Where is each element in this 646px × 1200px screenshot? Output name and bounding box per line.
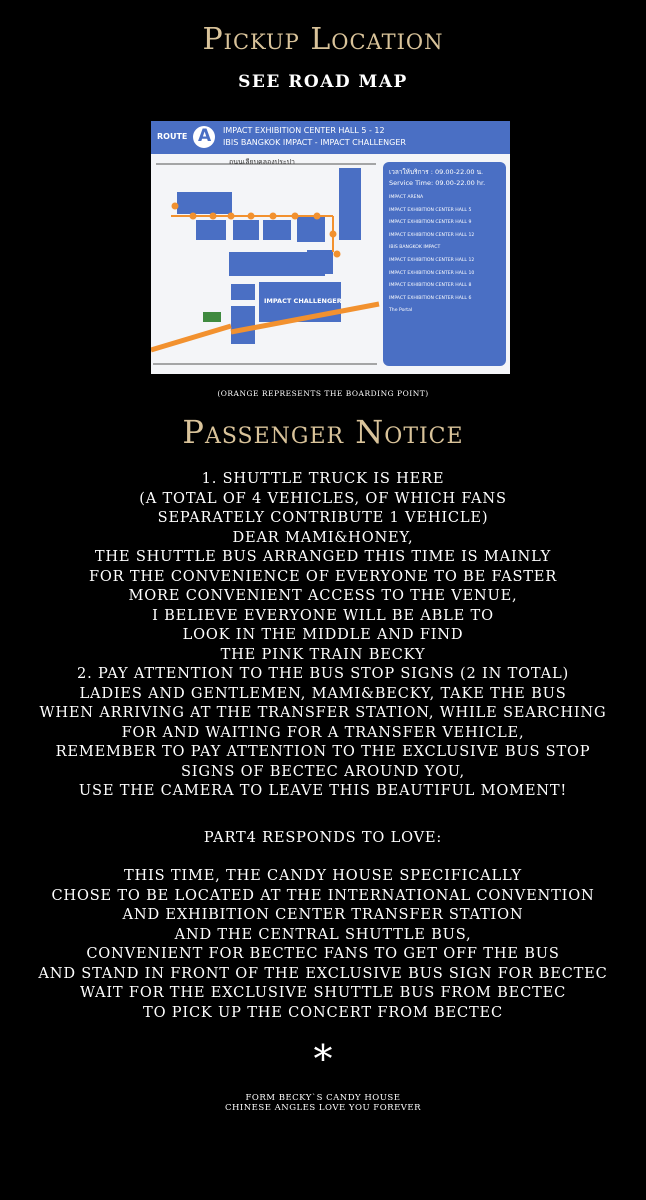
building-block <box>339 168 361 240</box>
service-time-en: Service Time: 09.00-22.00 hr. <box>389 179 486 187</box>
boarding-point <box>292 213 299 220</box>
stop-list-item: IMPACT EXHIBITION CENTER HALL 9 <box>389 220 472 226</box>
notice-line: SIGNS OF BECTEC AROUND YOU, <box>181 762 465 780</box>
building-block <box>297 216 325 242</box>
stop-list-item: The Portal <box>389 308 413 314</box>
notice-section-2 <box>0 664 646 801</box>
building-block <box>177 192 232 214</box>
stop-list-item: IMPACT EXHIBITION CENTER HALL 5 <box>389 207 472 213</box>
notice-line: WAIT FOR THE EXCLUSIVE SHUTTLE BUS FROM BECTEC <box>79 984 567 1001</box>
notice-line: THE PINK TRAIN BECKY <box>220 645 426 663</box>
notice-line: FOR AND WAITING FOR A TRANSFER VEHICLE, <box>121 723 525 741</box>
boarding-point <box>330 231 337 238</box>
stop-list-item: IMPACT ARENA <box>389 195 424 200</box>
notice-line: LOOK IN THE MIDDLE AND FIND <box>182 626 464 643</box>
novotel <box>231 284 255 300</box>
notice-line: I BELIEVE EVERYONE WILL BE ABLE TO <box>152 606 494 624</box>
notice-line: TO PICK UP THE CONCERT FROM BECTEC <box>143 1003 503 1021</box>
notice-line: DEAR MAMI&HONEY, <box>232 528 414 546</box>
passenger-notice-title: Passenger Notice <box>182 413 464 451</box>
notice-line: WHEN ARRIVING AT THE TRANSFER STATION, WHILE SEARCHING <box>39 704 607 721</box>
map-road-top-label: ถนนเลียบคลองประปา <box>229 158 295 166</box>
notice-line: CHOSE TO BE LOCATED AT THE INTERNATIONAL CONVENTION <box>51 886 595 904</box>
map-caption: (ORANGE REPRESENTS THE BOARDING POINT) <box>217 389 429 398</box>
building-block <box>263 220 291 240</box>
service-time-thai: เวลาให้บริการ : 09.00-22.00 น. <box>389 168 484 176</box>
stop-list-item: IMPACT EXHIBITION CENTER HALL 10 <box>389 270 475 276</box>
part4-heading <box>0 828 646 848</box>
map-header-line2: IBIS BANGKOK IMPACT - IMPACT CHALLENGER <box>223 138 406 147</box>
impact-forum <box>231 306 255 344</box>
venue-label: IMPACT CHALLENGER <box>264 297 342 305</box>
notice-line: AND STAND IN FRONT OF THE EXCLUSIVE BUS SIGN FOR BECTEC <box>38 964 608 982</box>
notice-line: USE THE CAMERA TO LEAVE THIS BEAUTIFUL MOMENT! <box>78 782 568 799</box>
notice-line: FOR THE CONVENIENCE OF EVERYONE TO BE FASTER <box>88 567 558 585</box>
part4-heading-text: PART4 RESPONDS TO LOVE: <box>203 829 443 846</box>
pickup-location-title: Pickup Location <box>202 22 444 57</box>
boarding-point <box>270 213 277 220</box>
boarding-point <box>334 251 341 258</box>
stop-list-item: IBIS BANGKOK IMPACT <box>389 245 441 251</box>
notice-line: AND EXHIBITION CENTER TRANSFER STATION <box>122 906 524 923</box>
notice-line: MORE CONVENIENT ACCESS TO THE VENUE, <box>128 587 518 604</box>
notice-line: CONVENIENT FOR BECTEC FANS TO GET OFF THE BUS <box>86 945 560 962</box>
footer <box>0 1093 646 1113</box>
notice-line: 1. SHUTTLE TRUCK IS HERE <box>201 470 445 487</box>
footer-line-2: CHINESE ANGLES LOVE YOU FOREVER <box>224 1103 422 1113</box>
star-ornament: * <box>313 1037 333 1081</box>
notice-line: LADIES AND GENTLEMEN, MAMI&BECKY, TAKE THE BUS <box>79 684 567 702</box>
notice-line: AND THE CENTRAL SHUTTLE BUS, <box>174 925 472 943</box>
notice-line: REMEMBER TO PAY ATTENTION TO THE EXCLUSIVE BUS STOP <box>55 743 591 760</box>
route-letter: A <box>198 126 212 146</box>
notice-section-1 <box>0 469 646 664</box>
stop-list <box>389 195 474 321</box>
notice-line: (A TOTAL OF 4 VEHICLES, OF WHICH FANS <box>139 489 507 507</box>
map-header-line1: IMPACT EXHIBITION CENTER HALL 5 - 12 <box>223 126 385 135</box>
stop-list-item: IMPACT EXHIBITION CENTER HALL 6 <box>389 295 472 301</box>
boarding-point <box>314 213 321 220</box>
boarding-point <box>210 213 217 220</box>
stop-list-item: IMPACT EXHIBITION CENTER HALL 12 <box>389 257 475 263</box>
boarding-point <box>228 213 235 220</box>
notice-line: SEPARATELY CONTRIBUTE 1 VEHICLE) <box>157 509 489 526</box>
building-block <box>233 220 259 240</box>
map-route-label: ROUTE <box>157 132 188 141</box>
notice-line: THE SHUTTLE BUS ARRANGED THIS TIME IS MAINLY <box>94 548 552 565</box>
notice-line: THIS TIME, THE CANDY HOUSE SPECIFICALLY <box>124 867 522 884</box>
notice-line: 2. PAY ATTENTION TO THE BUS STOP SIGNS (2 IN TOTAL) <box>77 665 569 682</box>
stop-list-item: IMPACT EXHIBITION CENTER HALL 8 <box>389 283 472 289</box>
parking-area <box>203 312 221 322</box>
impact-arena <box>307 250 333 274</box>
boarding-point <box>172 203 179 210</box>
boarding-point <box>248 213 255 220</box>
notice-section-4 <box>0 866 646 1022</box>
boarding-point <box>190 213 197 220</box>
footer-line-1: FORM BECKY`S CANDY HOUSE <box>245 1093 401 1103</box>
route-map <box>151 121 510 374</box>
building-block <box>196 220 226 240</box>
stop-list-item: IMPACT EXHIBITION CENTER HALL 12 <box>389 232 475 238</box>
see-road-map-label: SEE ROAD MAP <box>238 72 408 92</box>
